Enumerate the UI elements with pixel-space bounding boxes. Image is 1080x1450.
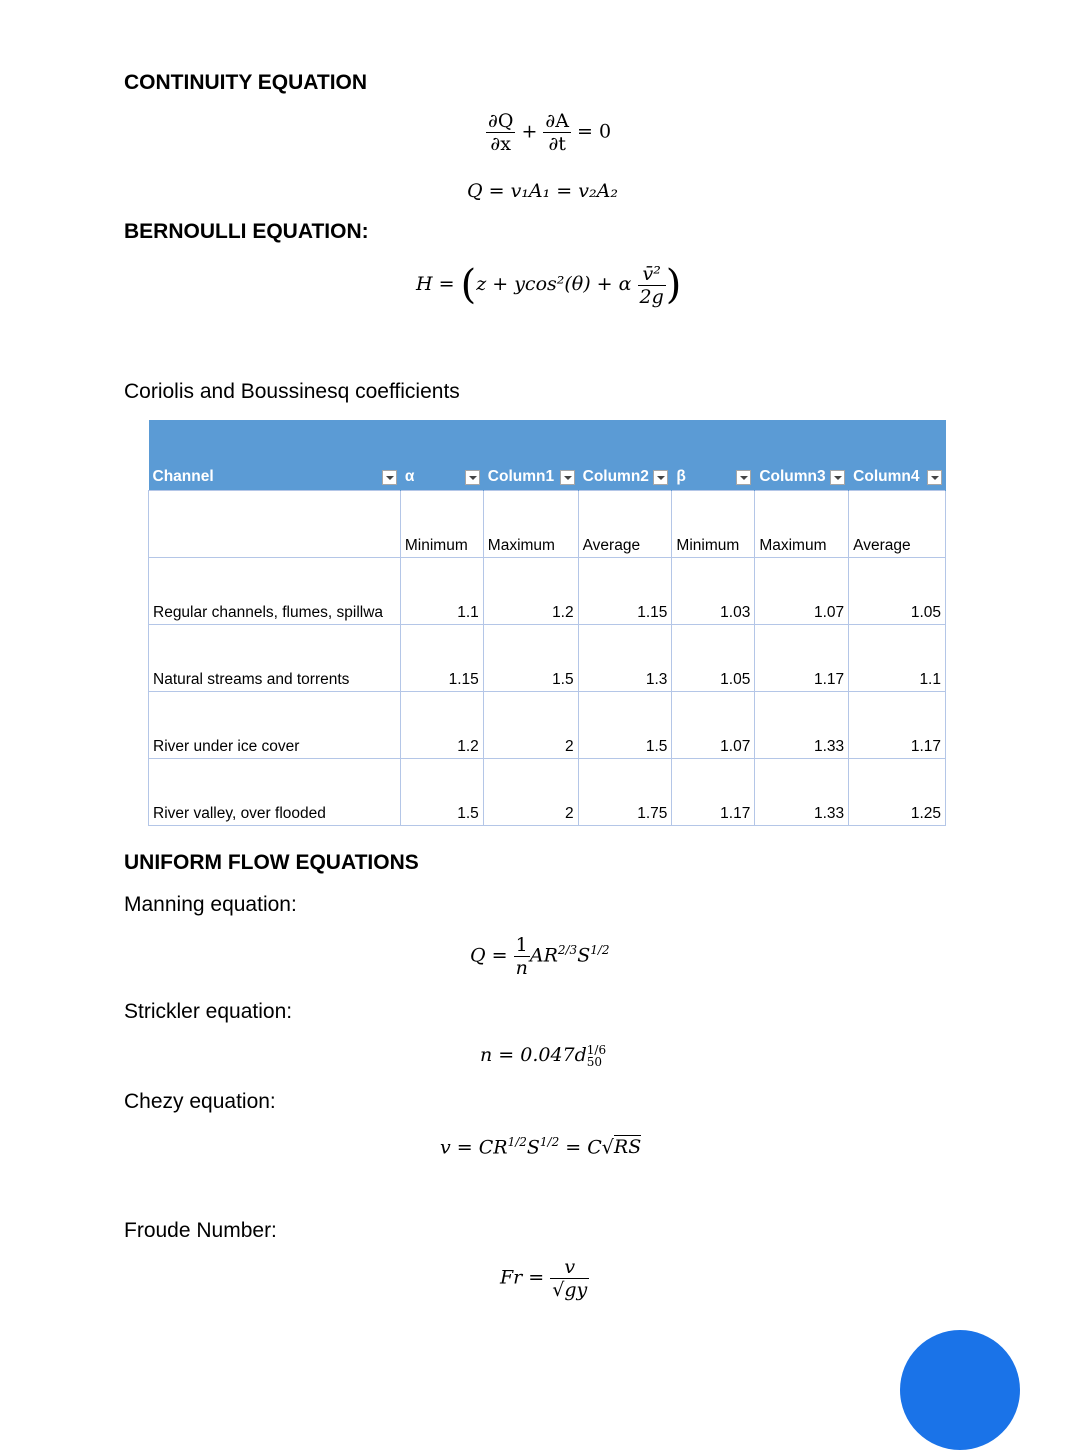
table-cell[interactable]: 1.5 <box>400 759 483 826</box>
chezy-label: Chezy equation: <box>124 1090 276 1113</box>
table-cell[interactable]: 2 <box>483 692 578 759</box>
continuity-equation: $\frac{\partial Q}{\partial x}$ + $\frac{\partial A}{\partial t}$ = 0 <box>488 110 612 155</box>
table-cell[interactable]: 1.1 <box>849 625 946 692</box>
table-cell[interactable]: 1.5 <box>483 625 578 692</box>
chezy-equation: $v = CR^{1/2}S^{1/2} = C√RS$ <box>440 1135 642 1159</box>
filter-dropdown-icon[interactable] <box>653 470 668 485</box>
table-cell[interactable]: 1.25 <box>849 759 946 826</box>
header-channel[interactable]: Channel <box>149 420 401 491</box>
table-row <box>149 692 946 759</box>
table-cell[interactable]: Minimum <box>672 491 755 558</box>
header-column2[interactable]: Column2 <box>578 420 672 491</box>
table-cell[interactable]: 1.17 <box>849 692 946 759</box>
filter-dropdown-icon[interactable] <box>927 470 942 485</box>
filter-dropdown-icon[interactable] <box>736 470 751 485</box>
froude-label: Froude Number: <box>124 1219 277 1242</box>
table-cell[interactable]: Average <box>849 491 946 558</box>
flow-rate-equation: Q = v₁A₁ = v₂A₂ <box>467 180 618 202</box>
header-beta[interactable]: β <box>672 420 755 491</box>
table-cell[interactable]: River valley, over flooded <box>149 759 401 826</box>
table-cell[interactable]: Average <box>578 491 672 558</box>
table-cell[interactable]: 1.07 <box>755 558 849 625</box>
table-row <box>149 625 946 692</box>
table-cell[interactable]: 1.05 <box>672 625 755 692</box>
froude-equation: Fr = $\frac{v}{√gy}$ <box>500 1256 588 1301</box>
continuity-heading: CONTINUITY EQUATION <box>124 71 368 94</box>
filter-dropdown-icon[interactable] <box>560 470 575 485</box>
header-column3[interactable]: Column3 <box>755 420 849 491</box>
table-row <box>149 759 946 826</box>
table-cell[interactable]: 1.15 <box>400 625 483 692</box>
coefficients-table <box>148 420 946 826</box>
table-cell[interactable]: 1.05 <box>849 558 946 625</box>
table-cell[interactable]: 1.07 <box>672 692 755 759</box>
uniform-flow-heading: UNIFORM FLOW EQUATIONS <box>124 851 419 874</box>
table-cell[interactable]: 1.3 <box>578 625 672 692</box>
table-cell[interactable]: Regular channels, flumes, spillwa <box>149 558 401 625</box>
table-row <box>149 558 946 625</box>
table-subheader-row <box>149 491 946 558</box>
manning-equation: Q = $\frac{1}{n}$ $AR^{2/3}S^{1/2}$ <box>470 934 610 979</box>
table-cell[interactable]: 1.15 <box>578 558 672 625</box>
table-cell[interactable]: 1.2 <box>483 558 578 625</box>
table-cell[interactable]: Maximum <box>755 491 849 558</box>
table-cell[interactable]: 1.17 <box>755 625 849 692</box>
table-cell[interactable]: 1.1 <box>400 558 483 625</box>
manning-label: Manning equation: <box>124 893 297 916</box>
floating-action-button[interactable] <box>900 1330 1020 1450</box>
table-cell[interactable]: 1.33 <box>755 759 849 826</box>
header-column4[interactable]: Column4 <box>849 420 946 491</box>
table-cell[interactable]: 1.5 <box>578 692 672 759</box>
table-cell[interactable]: Natural streams and torrents <box>149 625 401 692</box>
table-cell[interactable]: 1.17 <box>672 759 755 826</box>
table-cell[interactable]: Minimum <box>400 491 483 558</box>
strickler-label: Strickler equation: <box>124 1000 293 1023</box>
bernoulli-equation: H = (z + ycos²(θ) + α $\frac{\text{v̄²}}{2g}$ ) <box>416 262 682 308</box>
header-column1[interactable]: Column1 <box>483 420 578 491</box>
table-cell[interactable]: Maximum <box>483 491 578 558</box>
table-header-row <box>149 420 946 491</box>
table-cell[interactable]: River under ice cover <box>149 692 401 759</box>
bernoulli-heading: BERNOULLI EQUATION: <box>124 220 369 243</box>
filter-dropdown-icon[interactable] <box>382 470 397 485</box>
table-cell[interactable]: 1.03 <box>672 558 755 625</box>
filter-dropdown-icon[interactable] <box>465 470 480 485</box>
header-alpha[interactable]: α <box>400 420 483 491</box>
table-cell[interactable] <box>149 491 401 558</box>
coriolis-label: Coriolis and Boussinesq coefficients <box>124 380 460 403</box>
table-cell[interactable]: 1.2 <box>400 692 483 759</box>
strickler-equation: n = 0.047d 1/6 50 <box>480 1043 607 1069</box>
filter-dropdown-icon[interactable] <box>830 470 845 485</box>
table-cell[interactable]: 1.33 <box>755 692 849 759</box>
table-cell[interactable]: 2 <box>483 759 578 826</box>
table-cell[interactable]: 1.75 <box>578 759 672 826</box>
